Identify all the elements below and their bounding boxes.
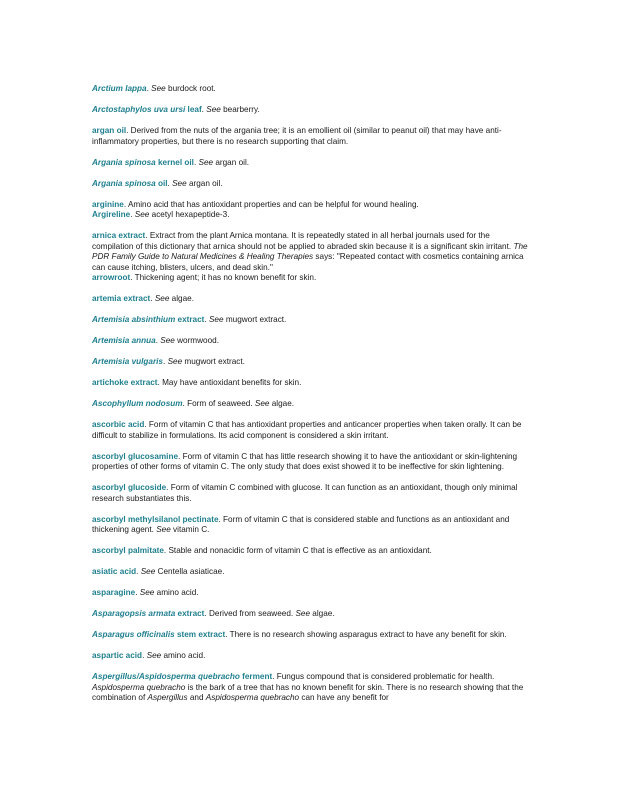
entry-term: Ascophyllum nodosum xyxy=(92,399,183,408)
entry-term: extract xyxy=(175,315,205,324)
entry-text: . xyxy=(193,157,199,167)
dictionary-entry xyxy=(92,630,533,641)
entry-text: See xyxy=(208,315,224,324)
dictionary-entry xyxy=(92,336,533,347)
dictionary-entry xyxy=(92,588,533,599)
entry-text: . Form of vitamin C that is considered stable and functions as an antioxidant and thickening agent. xyxy=(92,514,510,534)
entry-text: See xyxy=(167,357,183,366)
entry-text: . Form of vitamin C that has antioxidant properties and anticancer properties when taken orally. It can be difficult to stabilize in formulations. Its acid component is considered a skin irritant. xyxy=(92,420,522,440)
entry-term: oil xyxy=(155,178,168,188)
entry-term: Arctium lappa xyxy=(92,84,147,93)
entry-term: Artemisia absinthium xyxy=(92,315,176,324)
entry-text: . xyxy=(163,357,168,366)
dictionary-entry xyxy=(92,651,533,662)
entry-text: mugwort extract. xyxy=(223,315,287,324)
dictionary-entry xyxy=(92,378,533,389)
entry-text: See xyxy=(154,294,170,303)
entry-text: Aspergillus xyxy=(147,693,188,702)
entry-text: See xyxy=(254,399,270,408)
entry-term: ascorbyl glucosamine xyxy=(92,451,179,461)
entry-text: . Amino acid that has antioxidant properties and can be helpful for wound healing. xyxy=(123,199,419,209)
entry-text: . xyxy=(150,294,155,303)
entry-text: See xyxy=(151,84,166,93)
dictionary-entry xyxy=(92,357,533,368)
entry-term: arnica extract xyxy=(92,231,146,240)
entry-text: argan oil. xyxy=(213,157,250,167)
entry-text: . xyxy=(136,567,141,576)
entry-text: The PDR Family Guide to Natural Medicines & Healing Therapies xyxy=(92,241,528,261)
entry-text: Aspidosperma quebracho xyxy=(92,682,186,692)
entry-text: . Derived from seaweed. xyxy=(204,609,296,618)
dictionary-entry xyxy=(92,515,533,536)
entry-text: . Fungus compound that is considered problematic for health. xyxy=(272,672,495,681)
entry-term: Argireline xyxy=(92,210,131,219)
entry-term: ascorbic acid xyxy=(92,420,145,429)
dictionary-entry xyxy=(92,231,533,273)
entry-term: arrowroot xyxy=(92,273,131,282)
dictionary-entry xyxy=(92,126,533,147)
entry-term: ascorbyl methylsilanol pectinate xyxy=(92,514,219,524)
entry-text: . There is no research showing asparagus extract to have any benefit for skin. xyxy=(225,630,507,639)
dictionary-entry xyxy=(92,546,533,557)
entry-text: and xyxy=(187,693,206,702)
entry-term: ascorbyl palmitate xyxy=(92,546,164,555)
dictionary-entry xyxy=(92,452,533,473)
entry-text: See xyxy=(156,525,171,534)
entry-text: See xyxy=(140,567,156,576)
dictionary-entry xyxy=(92,420,533,441)
entry-term: stem extract xyxy=(174,630,226,639)
entry-text: argan oil. xyxy=(186,178,223,188)
entry-text: See xyxy=(172,178,187,188)
entry-text: vitamin C. xyxy=(170,525,210,534)
entry-text: . Extract from the plant Arnica montana. It is repeatedly stated in all herbal journals used for the compilation of this dictionary that arnica should not be applied to abraded skin because it is a significant skin irritant. xyxy=(92,231,514,251)
entry-term: artichoke extract xyxy=(92,378,158,387)
entry-text: amino acid. xyxy=(154,588,199,597)
entry-term: artemia extract xyxy=(92,294,151,303)
dictionary-entry xyxy=(92,179,533,190)
entry-text: . xyxy=(130,210,135,219)
entry-text: . xyxy=(135,588,140,597)
entry-term: argan oil xyxy=(92,126,127,135)
entry-text: algae. xyxy=(269,399,295,408)
entry-text: mugwort extract. xyxy=(182,357,245,366)
entry-text: Centella asiaticae. xyxy=(155,567,225,576)
entry-text: says: "Repeated contact with cosmetics containing arnica can cause itching, blisters, ulcers, and dead skin." xyxy=(92,252,524,272)
entry-text: . xyxy=(167,178,173,188)
entry-text: wormwood. xyxy=(174,336,219,345)
entry-text: Aspidosperma quebracho xyxy=(205,693,300,702)
dictionary-entry xyxy=(92,672,533,704)
dictionary-entry xyxy=(92,567,533,578)
entry-text: See xyxy=(206,105,221,114)
entry-text: algae. xyxy=(310,609,335,618)
entry-text: burdock root. xyxy=(165,84,216,93)
entry-text: . xyxy=(146,84,152,93)
dictionary-entry xyxy=(92,200,533,211)
entry-term: Asparagopsis armata xyxy=(92,609,176,618)
entry-text: . xyxy=(155,336,161,345)
entry-term: Artemisia annua xyxy=(92,336,156,345)
dictionary-entry xyxy=(92,84,533,95)
entry-text: . Derived from the nuts of the argania tree; it is an emollient oil (similar to peanut oil) that may have anti-inflammatory properties, but there is no research supporting that claim. xyxy=(92,126,502,146)
entry-text: . Form of seaweed. xyxy=(182,399,255,408)
entry-text: . Form of vitamin C combined with glucose. It can function as an antioxidant, though only minimal research substantiates this. xyxy=(92,483,518,503)
entry-text: acetyl hexapeptide-3. xyxy=(149,210,230,219)
entry-term: ascorbyl glucoside xyxy=(92,483,167,492)
entry-text: See xyxy=(198,157,214,167)
entry-term: extract xyxy=(175,609,205,618)
entry-text: . xyxy=(142,651,147,660)
dictionary-entry xyxy=(92,158,533,169)
dictionary-entry xyxy=(92,294,533,305)
entry-text: bearberry. xyxy=(220,105,260,114)
entry-text: See xyxy=(134,210,150,219)
dictionary-entry xyxy=(92,399,533,410)
entry-text: See xyxy=(295,609,311,618)
entry-term: aspartic acid xyxy=(92,651,143,660)
entry-text: algae. xyxy=(169,294,194,303)
entry-text: amino acid. xyxy=(161,651,206,660)
entry-text: . Form of vitamin C that has little research showing it to have the antioxidant or skin-lightening properties of other forms of vitamin C. The only study that does exist showed it to be ineffective for skin lightening. xyxy=(92,451,518,471)
entry-term: Arctostaphylos uva ursi xyxy=(92,105,186,114)
entry-term: Artemisia vulgaris xyxy=(92,357,163,366)
dictionary-entry xyxy=(92,210,533,221)
entry-text: See xyxy=(139,588,155,597)
dictionary-entry xyxy=(92,315,533,326)
entry-term: arginine xyxy=(92,199,124,209)
entry-text: is the bark of a tree that has no known benefit for skin. There is no research showing that the combination of xyxy=(92,682,524,702)
dictionary-entry xyxy=(92,105,533,116)
entry-text: . Thickening agent; it has no known benefit for skin. xyxy=(130,273,317,282)
entry-text: . Stable and nonacidic form of vitamin C that is effective as an antioxidant. xyxy=(163,546,432,555)
entry-term: ferment xyxy=(239,672,273,681)
entry-term: leaf xyxy=(185,105,202,114)
entry-text: . xyxy=(204,315,209,324)
entry-term: Aspergillus/Aspidosperma quebracho xyxy=(92,672,240,681)
dictionary-entry xyxy=(92,483,533,504)
entry-text: . xyxy=(201,105,207,114)
entry-term: Argania spinosa xyxy=(92,178,156,188)
dictionary-entry xyxy=(92,609,533,620)
entry-term: Argania spinosa xyxy=(92,157,156,167)
entry-text: can have any benefit for xyxy=(299,693,389,702)
entry-text: See xyxy=(146,651,162,660)
entry-text: . May have antioxidant benefits for skin. xyxy=(157,378,302,387)
entry-term: asiatic acid xyxy=(92,567,137,576)
entry-term: Asparagus officinalis xyxy=(92,630,175,639)
entry-term: kernel oil xyxy=(155,157,194,167)
entry-text: See xyxy=(160,336,175,345)
dictionary-entry xyxy=(92,273,533,284)
entry-term: asparagine xyxy=(92,588,136,597)
